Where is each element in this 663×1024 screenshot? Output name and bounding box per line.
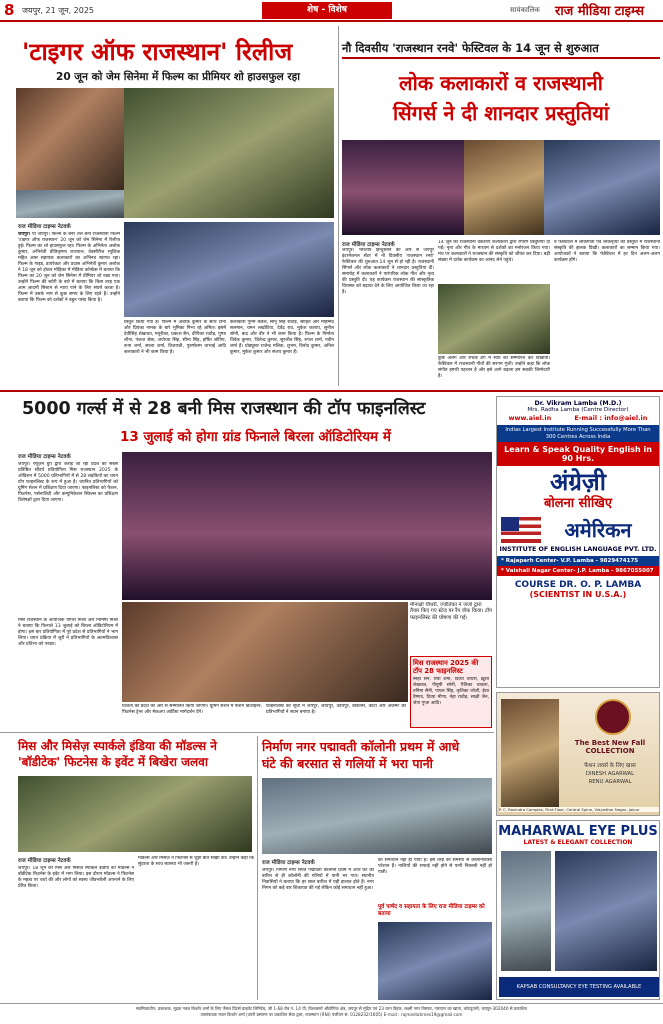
tiger-subhead: 20 जून को जेम सिनेमा में फिल्म का प्रीमियर शो हाउसफुल रहा bbox=[56, 71, 300, 83]
miss-body: जयपुर। फ्यूज़न ग्रुप द्वारा कराई जा रही प्रदेश की सबसे प्रतिष्ठित सौंदर्य प्रतियोगिता मिस राजस्थान 2025 के ऑडिशन में 5000 प्रतिभागियों में से 28 लड़कियों का चयन टॉप फाइनलिस्ट के रूप में हुआ है। चयनित प्रतिभागियों को ग्रूमिंग सेशन में प्रशिक्षण दिया जाएगा। फाइनलिस्ट को फैशन, फिटनेस, पर्सनालिटी और कम्युनिकेशन स्किल्स का प्रशिक्षण विशेषज्ञों द्वारा दिया जाएगा। bbox=[18, 462, 118, 503]
festival-headline-line2: सिंगर्स ने दी शानदार प्रस्तुतियां bbox=[392, 101, 609, 125]
miss-col3: विजेता को प्रदेश की ओर से सम्मानित किया जाएगा। ग्रूमिंग सेशन में फैशन डिजाइनर, फिटनेस ट्रेनर और मेकअप आर्टिस्ट मार्गदर्शन देंगे। bbox=[122, 704, 262, 715]
fitness-headline bbox=[18, 738, 256, 770]
ad-lamba-scientist: (SCIENTIST IN U.S.A.) bbox=[529, 590, 627, 599]
eye-footer: KAPSAB CONSULTANCY EYE TESTING AVAILABLE bbox=[499, 977, 659, 997]
rain-subhead2: पूर्व पार्षद व सहायता के लिए राज मीडिया टाइम्स को बताया bbox=[378, 904, 485, 917]
festival-photo-stage bbox=[342, 140, 464, 235]
fashion-offer: फैशन लवर्स के लिए खास bbox=[584, 763, 636, 769]
festival-kicker: नौ दिवसीय 'राजस्थान रनवे' फेस्टिवल के 14 जून से शुरुआत bbox=[342, 41, 599, 55]
footer-line2: उपसंपादक नवल किशोर शर्मा (उपरी प्रसारण पर प्रकाशित सेवा द्वारा, राजस्थान (RNI) पंजीयन सं. 0128232/1605) E-mail : rajmediatimes19@gmail.com bbox=[200, 1011, 463, 1017]
tiger-body-text: पी जयपुर। फिल्म के बैनर तले बनी राजस्थानी फिल्म 'टाइगर ऑफ राजस्थान' 20 जून को जेम सिनेमा में रिलीज हुई। फिल्म का शो हाउसफुल रहा। फिल्म के अभिनेता अशोक कुमार, अभिनेत्री प्रीतिकृष्णा राजपाल, वेबसीरीज म्यूजिक महित आस सहायक कलाकारों का अभिनव स्वागत रहा। फिल्म के गाइड, डायरेक्टर और प्रदास अभिनेत्री कुमार अशोक ने 18 जून को होटल मोहिका में मीडिया कॉन्फ्रेंस में बताया कि फिल्म का 20 जून को जेम सिनेमा में प्रीमियर शो रखा गया। उन्होंने फिल्म की स्टोरी के बारे में बताया कि किस तरह एक आम आदमी सिस्टम से न्याय पाने के लिए संघर्ष करता है। फिल्म में उसके नाम से कुछ समय के लिए रहते हैं। उन्होंने बताया कि फिल्म को दर्शकों ने बहुत पसंद किया है। bbox=[18, 232, 120, 303]
festival-rule bbox=[342, 57, 660, 59]
festival-body3: कुछ अलग और रोचक ढंग में स्वयं को सम्मानित कर दिखाया। फेस्टिवल में राजस्थानी गीतों की सरगम गूंजी। उन्होंने कहा कि लोक संगीत हमारी पहचान है और इसे आगे बढ़ाना हम सबकी जिम्मेदारी है। bbox=[438, 356, 550, 379]
tiger-col4: कलाकारों पूनम केवल, सोनू सिंह राठौड़, सोहित और मोहम्मद सलमान, चमन लखोटिया, देवेंद्र राव, मुकेश कश्यप, सुनील सोनी, बाद और वीर ने भी काम किया है। फिल्म के निर्माता विवेक कुमार, जितेन्द्र कुमार, सुरजीत सिंह, रुपल शर्मा, नवीन शर्मा हैं। प्रोड्यूसर राजेन्द्र मलिक, शुभम, विनोद कुमार, अनिल कुमार, मुकेश कुमार और संजय कुमार हैं। bbox=[230, 320, 334, 355]
eye-title: MAHARWAL EYE PLUS bbox=[498, 824, 658, 839]
fashion-logo-icon bbox=[595, 699, 631, 735]
ad-eye-plus bbox=[496, 820, 660, 1000]
rain-photo-street bbox=[378, 922, 492, 1000]
miss-headline: 5000 गर्ल्स में से 28 बनी मिस राजस्थान की टॉप फाइनलिस्ट bbox=[22, 399, 426, 419]
miss-photo-stage bbox=[122, 602, 408, 702]
festival-photo-audience bbox=[544, 140, 660, 235]
tiger-byline: राज मीडिया टाइम्स नेटवर्क bbox=[18, 224, 71, 230]
us-flag-icon bbox=[501, 517, 541, 543]
tiger-dateline: जयपुर। bbox=[18, 232, 31, 237]
fashion-model-photo bbox=[501, 699, 559, 809]
rain-headline bbox=[262, 738, 494, 772]
ad-lamba-name2: Mrs. Radha Lamba (Centre Director) bbox=[527, 407, 629, 413]
fitness-col2: मॉडल्स और मिसेज़ ने फिटनेस से जुड़ी बातें साझा कीं। उन्होंने कहा कि सुंदरता के साथ स्वास्थ्य भी जरूरी है। bbox=[138, 856, 254, 867]
rain-photo bbox=[262, 778, 492, 854]
rain-body: जयपुर। निर्माण नगर स्थित पद्मावती कॉलोनी प्रथम में आधे घंटे की बारिश से ही कॉलोनी की गलियों में पानी भर गया। स्थानीय निवासियों ने बताया कि हर साल बारिश में यही हालात होते हैं। नगर निगम को कई बार शिकायत की गई लेकिन कोई समाधान नहीं हुआ। bbox=[262, 868, 374, 891]
eye-subtitle: LATEST & ELEGANT COLLECTION bbox=[523, 839, 633, 846]
ad-fashion bbox=[496, 692, 660, 816]
bottom-divider bbox=[0, 732, 494, 733]
section-label: शेष - विशेष bbox=[262, 2, 392, 19]
fitness-headline-line2: 'बॉडीटेक' फिटनेस के इवेंट में बिखेरा जलवा bbox=[18, 755, 208, 769]
eye-sidebar-list bbox=[501, 851, 551, 971]
eye-frames-photo bbox=[555, 851, 657, 971]
ad-american-institute bbox=[496, 396, 660, 688]
finalists-inset bbox=[410, 656, 492, 728]
fashion-name1: DINESH AGARWAL bbox=[585, 771, 635, 777]
rain-byline: राज मीडिया टाइम्स नेटवर्क bbox=[262, 860, 315, 866]
festival-headline bbox=[342, 68, 660, 128]
tiger-col3: प्रस्तुत किया गया है। फिल्म में अशोक कुमार के साथ टीना और प्रियंका नामक के बारे भूमिका निभा रहे अमित। इसमें देवीसिंह शेखावत, मयूरीका, प्रकाश सैन, दीपिका राठौड़, पुष्पा शीना, पंकज श्रेष्ठा, अयोध्या सिंह, सीमा सिंह, हर्षित श्रोत्रिय, रूपा शर्मा, सरला शर्मा, विजयश्री, पुरुषोत्तम धाभाई आदि कलाकारों ने भी काम किया है। bbox=[124, 320, 226, 355]
ad-lamba-hindi2: बोलना सीखिए bbox=[543, 496, 613, 511]
ad-lamba-name1: Dr. Vikram Lamba (M.D.) bbox=[534, 400, 622, 407]
tiger-headline: 'टाइगर ऑफ राजस्थान' रिलीज bbox=[22, 38, 293, 66]
ad-lamba-tagline: Indias Largest Institute Running Successfully More Than 300 Centres Across India bbox=[497, 425, 659, 442]
ad-lamba-course: COURSE DR. O. P. LAMBA bbox=[514, 580, 642, 590]
festival-photo-dancer bbox=[464, 140, 544, 235]
miss-col4: फाइनलिस्ट की सूची में जयपुर, जोधपुर, उदयपुर, बीकानेर, कोटा और अजमेर की प्रतिभागियों ने स्थान बनाया है। bbox=[266, 704, 406, 715]
issue-date: जयपुर, 21 जून, 2025 bbox=[22, 6, 95, 15]
finalists-inset-text: स्नेहा सेन, रिया शर्मा, दिव्या चौधरी, ख़ुशी शेखावत, पीयूषी सोनी, रितिका चावला, तनिषा सैनी, पायल सिंह, कृतिका जोशी, ईशा वैष्णव, दिव्या मीणा, नेहा राठौड़, साक्षी जैन, श्रेया गुप्ता आदि। bbox=[413, 677, 489, 706]
edition-label: सायंकालिक bbox=[510, 6, 540, 14]
festival-body2: 14 जून को राजस्थानी वर्कशॉप कलाकारों द्वारा रंगारंग प्रस्तुतियां दी गईं। नृत्य और गीत के माध्यम से दर्शकों का मनोरंजन किया गया। मंच पर कलाकारों ने राजस्थान की संस्कृति को जीवंत कर दिया। बड़ी संख्या में दर्शक कार्यक्रम का आनंद लेने पहुंचे। bbox=[438, 240, 550, 263]
rain-col2: का समाधान नहीं हो पाया है। इस तरह की समस्या से कॉलोनीवासी परेशान हैं। नालियों की सफाई नहीं होने से पानी निकासी नहीं हो पाती। bbox=[378, 858, 492, 875]
festival-headline-line1: लोक कलाकारों व राजस्थानी bbox=[399, 71, 603, 95]
finalists-inset-title: मिस राजस्थान 2025 की टॉप 28 फाइनलिस्ट bbox=[413, 659, 479, 675]
tiger-photo-crowd bbox=[124, 88, 334, 218]
miss-body2: मिस राजस्थान के आयोजक योगेश मिश्रा और निमिषा मिश्रा ने बताया कि फिनाले 13 जुलाई को बिरला ऑडिटोरियम में होगा। इस बार प्रतियोगिता में पूरे प्रदेश से प्रतिभागियों ने भाग लिया। चयन प्रक्रिया में जूरी ने प्रतिभागियों के आत्मविश्वास और प्रतिभा को परखा। bbox=[18, 618, 118, 647]
ad-lamba-email[interactable]: E-mail : info@aiel.in bbox=[574, 414, 648, 422]
page-number: 8 bbox=[4, 1, 15, 19]
fitness-headline-line1: मिस और मिसेज़ स्पार्कले इंडिया की मॉडल्स ने bbox=[18, 739, 217, 753]
fashion-address: P. C. Ravindra Complex, First Floor, Central Spine, Vidyadhar Nagar, Jaipur bbox=[499, 807, 659, 812]
page-footer bbox=[0, 1003, 663, 1024]
fitness-photo bbox=[18, 776, 252, 852]
ad-lamba-institute: INSTITUTE OF ENGLISH LANGUAGE PVT. LTD. bbox=[499, 546, 657, 553]
ad-lamba-hindi1: अंग्रेज़ी bbox=[550, 468, 606, 496]
fashion-label: The Best New Fall COLLECTION bbox=[574, 739, 646, 755]
tiger-body bbox=[18, 232, 120, 382]
ad-lamba-web[interactable]: www.aiel.in bbox=[508, 414, 552, 422]
rain-headline-line1: निर्माण नगर पद्मावती कॉलोनी प्रथम में आधे bbox=[262, 739, 460, 754]
ad-lamba-brand: अमेरिकन bbox=[564, 518, 632, 542]
miss-subhead: 13 जुलाई को होगा ग्रांड फिनाले बिरला ऑडिटोरियम में bbox=[120, 429, 391, 445]
column-divider bbox=[338, 26, 339, 386]
ad-lamba-center1: * Rajaparh Center- V.P. Lamba - 9829474175 bbox=[497, 556, 659, 566]
festival-body4: वे फेस्टिवल में लोकगीतों एवं लोकनृत्यों की प्रस्तुति में राजस्थानी संस्कृति की झलक दिखी। कलाकारों का सम्मान किया गया। आयोजकों ने बताया कि फेस्टिवल में हर दिन अलग-अलग कार्यक्रम होंगे। bbox=[554, 240, 660, 263]
tiger-photo-car bbox=[16, 190, 124, 218]
bottom-column-divider bbox=[257, 736, 258, 1000]
miss-photo-finalists bbox=[122, 452, 492, 600]
miss-caption: मीनाक्षी चौधरी, ज्योतिका ने जजों द्वारा तैयार किए गए स्टेज पर रैंप वॉक किया। टॉप फाइनलिस्ट की घोषणा की गई। bbox=[410, 602, 492, 621]
fashion-name2: RENU AGARWAL bbox=[588, 779, 632, 785]
festival-photo-group bbox=[438, 284, 550, 354]
festival-body: जयपुर। भारतीय हिन्दुस्तान की ओर से जयपुर इंटरनेशनल सेंटर में नौ दिवसीय 'राजस्थान रनवे' फेस्टिवल की शुरुआत 14 जून से हो रही है। राजस्थानी सिंगर्स और लोक कलाकारों ने शानदार प्रस्तुतियां दीं। समारोह में कलाकारों ने पारंपरिक लोक गीत और नृत्य की प्रस्तुति दी। यह कार्यक्रम राजस्थान की सांस्कृतिक विरासत को बढ़ावा देने के लिए आयोजित किया जा रहा है। bbox=[342, 248, 434, 295]
fitness-body: जयपुर। 18 जून को मिस और मिसेज़ स्पार्कले इंडिया की मॉडल्स ने बॉडीटेक फिटनेस के इवेंट में भाग लिया। इस दौरान मॉडल्स ने फिटनेस के महत्व पर चर्चा की और लोगों को स्वस्थ जीवनशैली अपनाने के लिए प्रेरित किया। bbox=[18, 866, 134, 889]
section-divider bbox=[0, 390, 663, 392]
fitness-byline: राज मीडिया टाइम्स नेटवर्क bbox=[18, 858, 71, 864]
masthead: राज मीडिया टाइम्स bbox=[555, 4, 645, 19]
ad-lamba-center2: * Vaishali Nagar Center- J.P. Lamba - 9867055007 bbox=[497, 566, 659, 576]
festival-byline: राज मीडिया टाइम्स नेटवर्क bbox=[342, 242, 395, 248]
tiger-photo-premiere bbox=[16, 88, 124, 190]
rain-headline-line2: घंटे की बरसात से गलियों में भरा पानी bbox=[262, 756, 433, 771]
miss-byline: राज मीडिया टाइम्स नेटवर्क bbox=[18, 454, 71, 460]
footer-line1: स्वामित्वाधीन, प्रकाशक, मुद्रक नवल किशोर शर्मा के लिए जैमल प्रिंटर्स प्राइवेट लिमिटेड, जी 1-68 रोड नं. 14 पी, विश्वकर्मा औद्योगिक क्षेत्र, जयपुर से मुद्रित एवं 23 रतन विहार, लक्ष्मी नगर विस्तार, नारायण का खाता, कोटपुतली, जयपुर-302040 से प्रकाशित bbox=[136, 1006, 527, 1011]
ad-lamba-learn: Learn & Speak Quality English in 90 Hrs. bbox=[497, 442, 659, 466]
page-header bbox=[0, 0, 663, 22]
tiger-photo-press bbox=[124, 222, 334, 317]
